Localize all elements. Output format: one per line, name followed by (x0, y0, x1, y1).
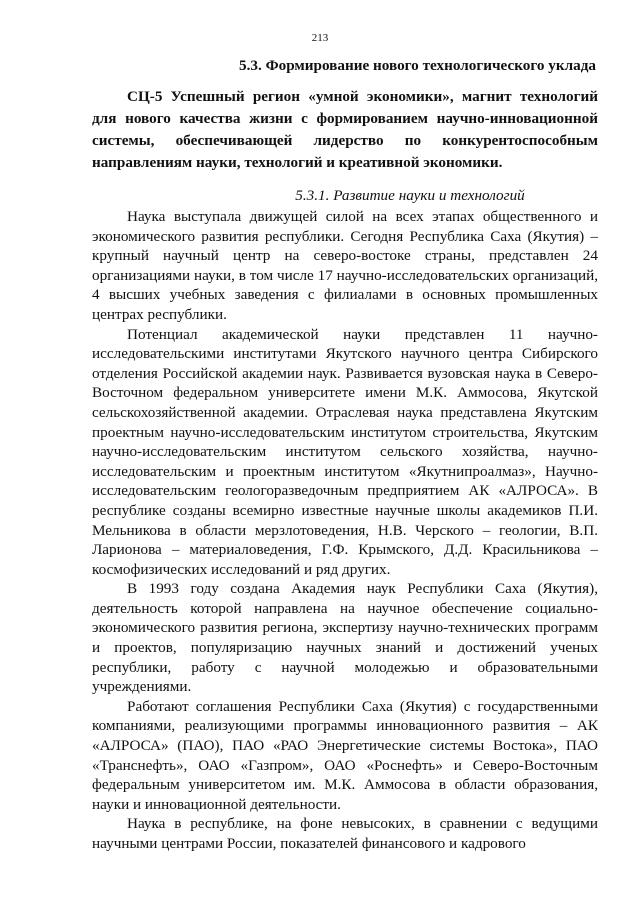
page-number: 213 (311, 32, 329, 44)
page-content (92, 56, 598, 854)
paragraph: В 1993 году создана Академия наук Республики Саха (Якутия), деятельность которой направлена на научное обеспечение социально-экономического развития региона, экспертизу научно-технических программ и проектов, популяризацию научных знаний и достижений ученых республики, работу с научной молодежью и образовательными учреждениями. (92, 580, 598, 696)
paragraph: Наука в республике, на фоне невысоких, в сравнении с ведущими научными центрами России, показателей финансового и кадрового (92, 815, 598, 852)
paragraph: Потенциал академической науки представлен 11 научно-исследовательскими институтами Якутского научного центра Сибирского отделения Российской академии наук. Развивается вузовская наука в Северо-Восточном федеральном университете имени М.К. Аммосова, Якутской сельскохозяйственной академии. Отраслевая наука представлена Якутским проектным научно-исследовательским институтом строительства, Якутским научно-исследовательским институтом сельского хозяйства, научно-исследовательским и проектным институтом «Якутнипроалмаз», Научно-исследовательским геологоразведочным предприятием АК «АЛРОСА». В республике созданы всемирно известные научные школы академиков П.И. Мельникова в области мерзлотоведения, Н.В. Черского – геологии, В.П. Ларионова – материаловедения, Г.Ф. Крымского, Д.Д. Красильникова – космофизических исследований и ряд других. (92, 325, 598, 578)
section-heading: 5.3. Формирование нового технологического уклада (238, 57, 596, 74)
paragraph: Работают соглашения Республики Саха (Якутия) с государственными компаниями, реализующими программы инновационного развития – АК «АЛРОСА» (ПАО), ПАО «РАО Энергетические системы Востока», ПАО «Транснефть», ОАО «Газпром», ОАО «Роснефть» и Северо-Восточным федеральным университетом им. М.К. Аммосова в области образования, науки и инновационной деятельности. (92, 697, 598, 813)
goal-heading: СЦ-5 Успешный регион «умной экономики», магнит технологий для нового качества жизни с формированием научно-инновационной системы, обеспечивающей лидерство по конкурентоспособным направлениям науки, технологий и креативной экономики. (92, 88, 598, 171)
paragraph: Наука выступала движущей силой на всех этапах общественного и экономического развития республики. Сегодня Республика Саха (Якутия) – крупный научный центр на северо-востоке страны, представлен 24 организациями науки, в том числе 17 научно-исследовательских организаций, 4 высших учебных заведения с филиалами в основных промышленных центрах республики. (92, 208, 598, 323)
subsection-heading: 5.3.1. Развитие науки и технологий (295, 187, 525, 204)
